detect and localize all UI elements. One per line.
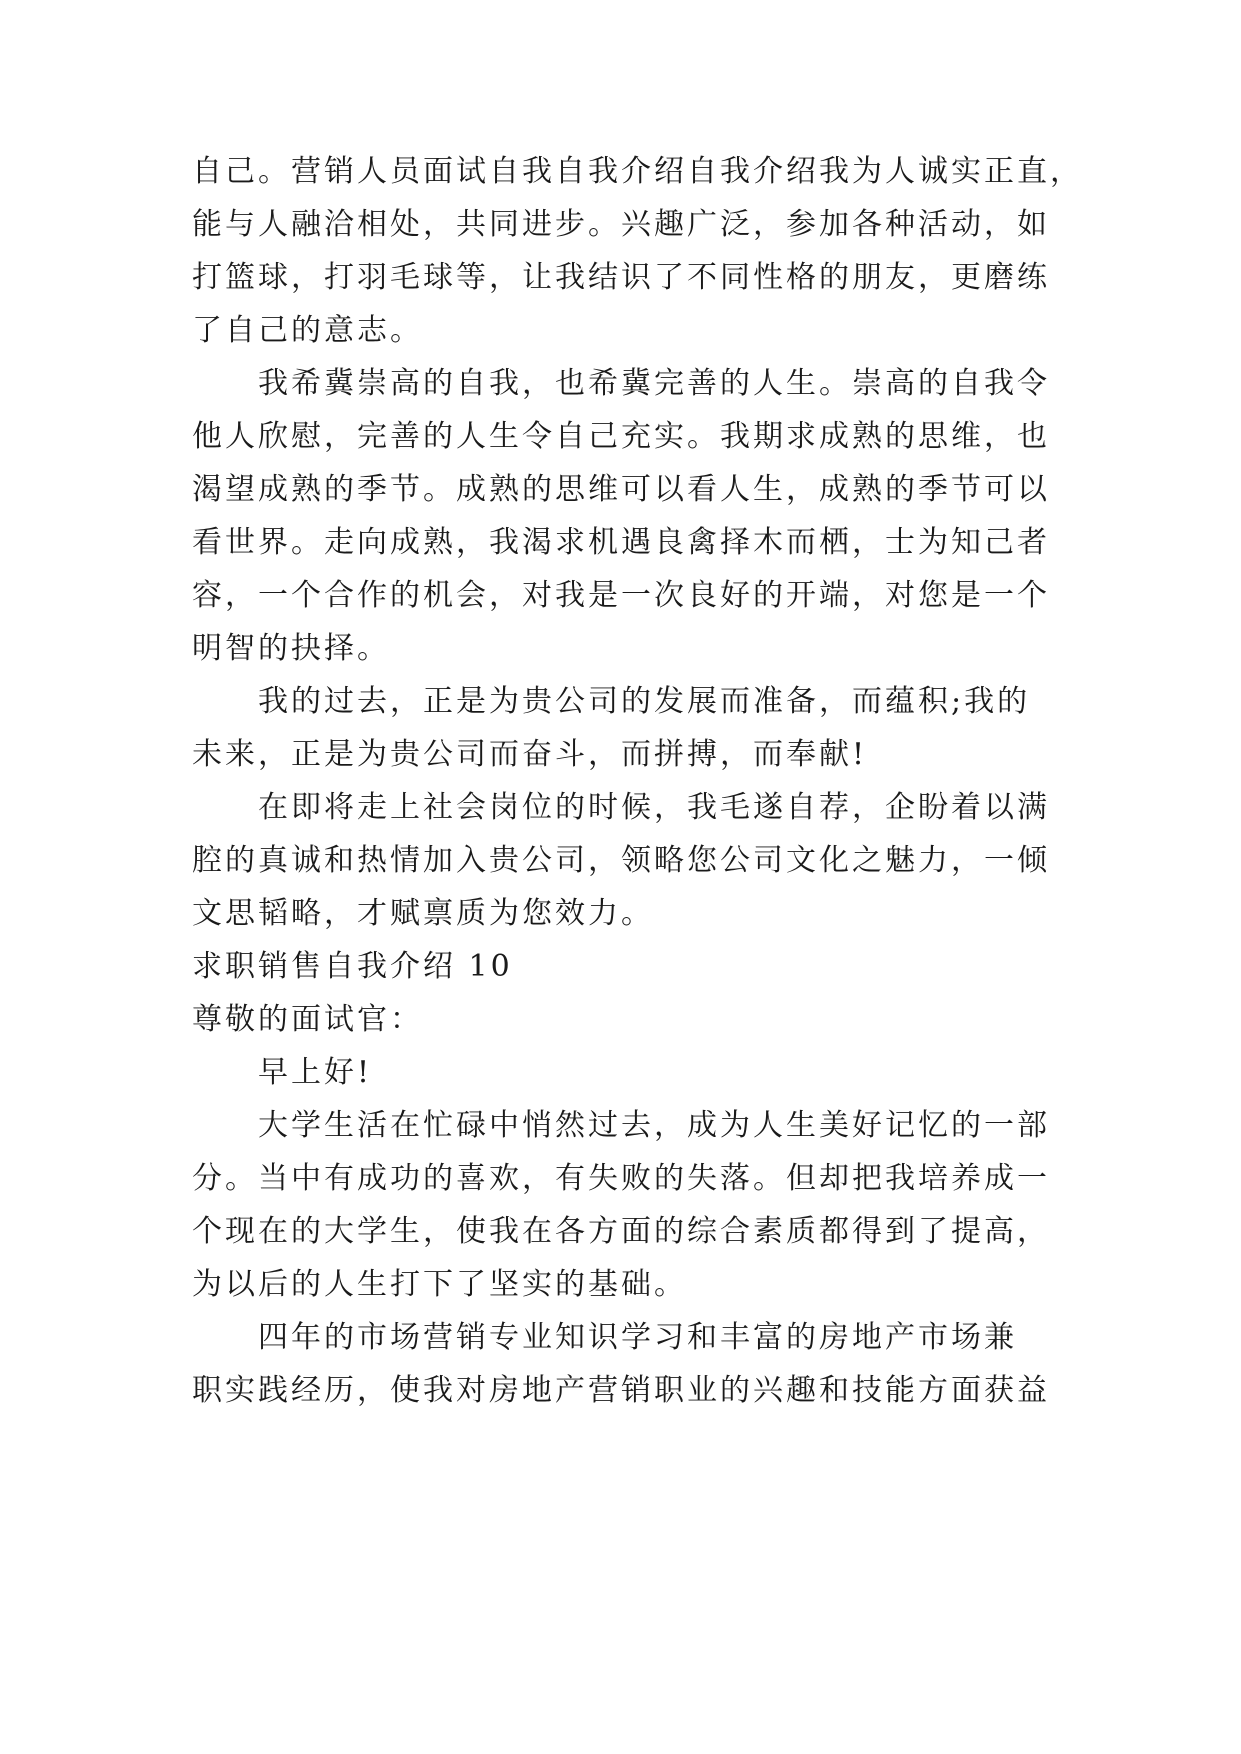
paragraph-start: 四年的市场营销专业知识学习和丰富的房地产市场兼 [258,1320,1017,1355]
section-heading: 求职销售自我介绍 10 [192,949,513,984]
text-line: 打篮球，打羽毛球等，让我结识了不同性格的朋友，更磨练 [192,260,1050,295]
text-line: 渴望成熟的季节。成熟的思维可以看人生，成熟的季节可以 [192,472,1050,507]
text-line: 未来，正是为贵公司而奋斗，而拼搏，而奉献! [192,737,868,772]
text-line: 文思韬略，才赋禀质为您效力。 [192,896,654,931]
paragraph-start: 在即将走上社会岗位的时候，我毛遂自荐，企盼着以满 [258,790,1050,825]
text-line: 自己。营销人员面试自我自我介绍自我介绍我为人诚实正直， [192,154,1083,189]
text-line: 职实践经历，使我对房地产营销职业的兴趣和技能方面获益 [192,1373,1050,1408]
text-line: 看世界。走向成熟，我渴求机遇良禽择木而栖，士为知己者 [192,525,1050,560]
paragraph-start: 我希冀崇高的自我，也希冀完善的人生。崇高的自我令 [258,366,1050,401]
text-line: 明智的抉择。 [192,631,390,666]
paragraph-start: 我的过去，正是为贵公司的发展而准备，而蕴积;我的 [258,684,1031,719]
text-line: 腔的真诚和热情加入贵公司，领略您公司文化之魅力，一倾 [192,843,1050,878]
text-line: 能与人融洽相处，共同进步。兴趣广泛，参加各种活动，如 [192,207,1050,242]
text-line: 个现在的大学生，使我在各方面的综合素质都得到了提高， [192,1214,1050,1249]
text-line: 他人欣慰，完善的人生令自己充实。我期求成熟的思维，也 [192,419,1050,454]
paragraph-start: 大学生活在忙碌中悄然过去，成为人生美好记忆的一部 [258,1108,1050,1143]
text-line: 分。当中有成功的喜欢，有失败的失落。但却把我培养成一 [192,1161,1050,1196]
text-line: 了自己的意志。 [192,313,423,348]
salutation: 尊敬的面试官： [192,1002,423,1037]
greeting: 早上好! [258,1055,373,1090]
text-line: 容，一个合作的机会，对我是一次良好的开端，对您是一个 [192,578,1050,613]
text-line: 为以后的人生打下了坚实的基础。 [192,1267,687,1302]
